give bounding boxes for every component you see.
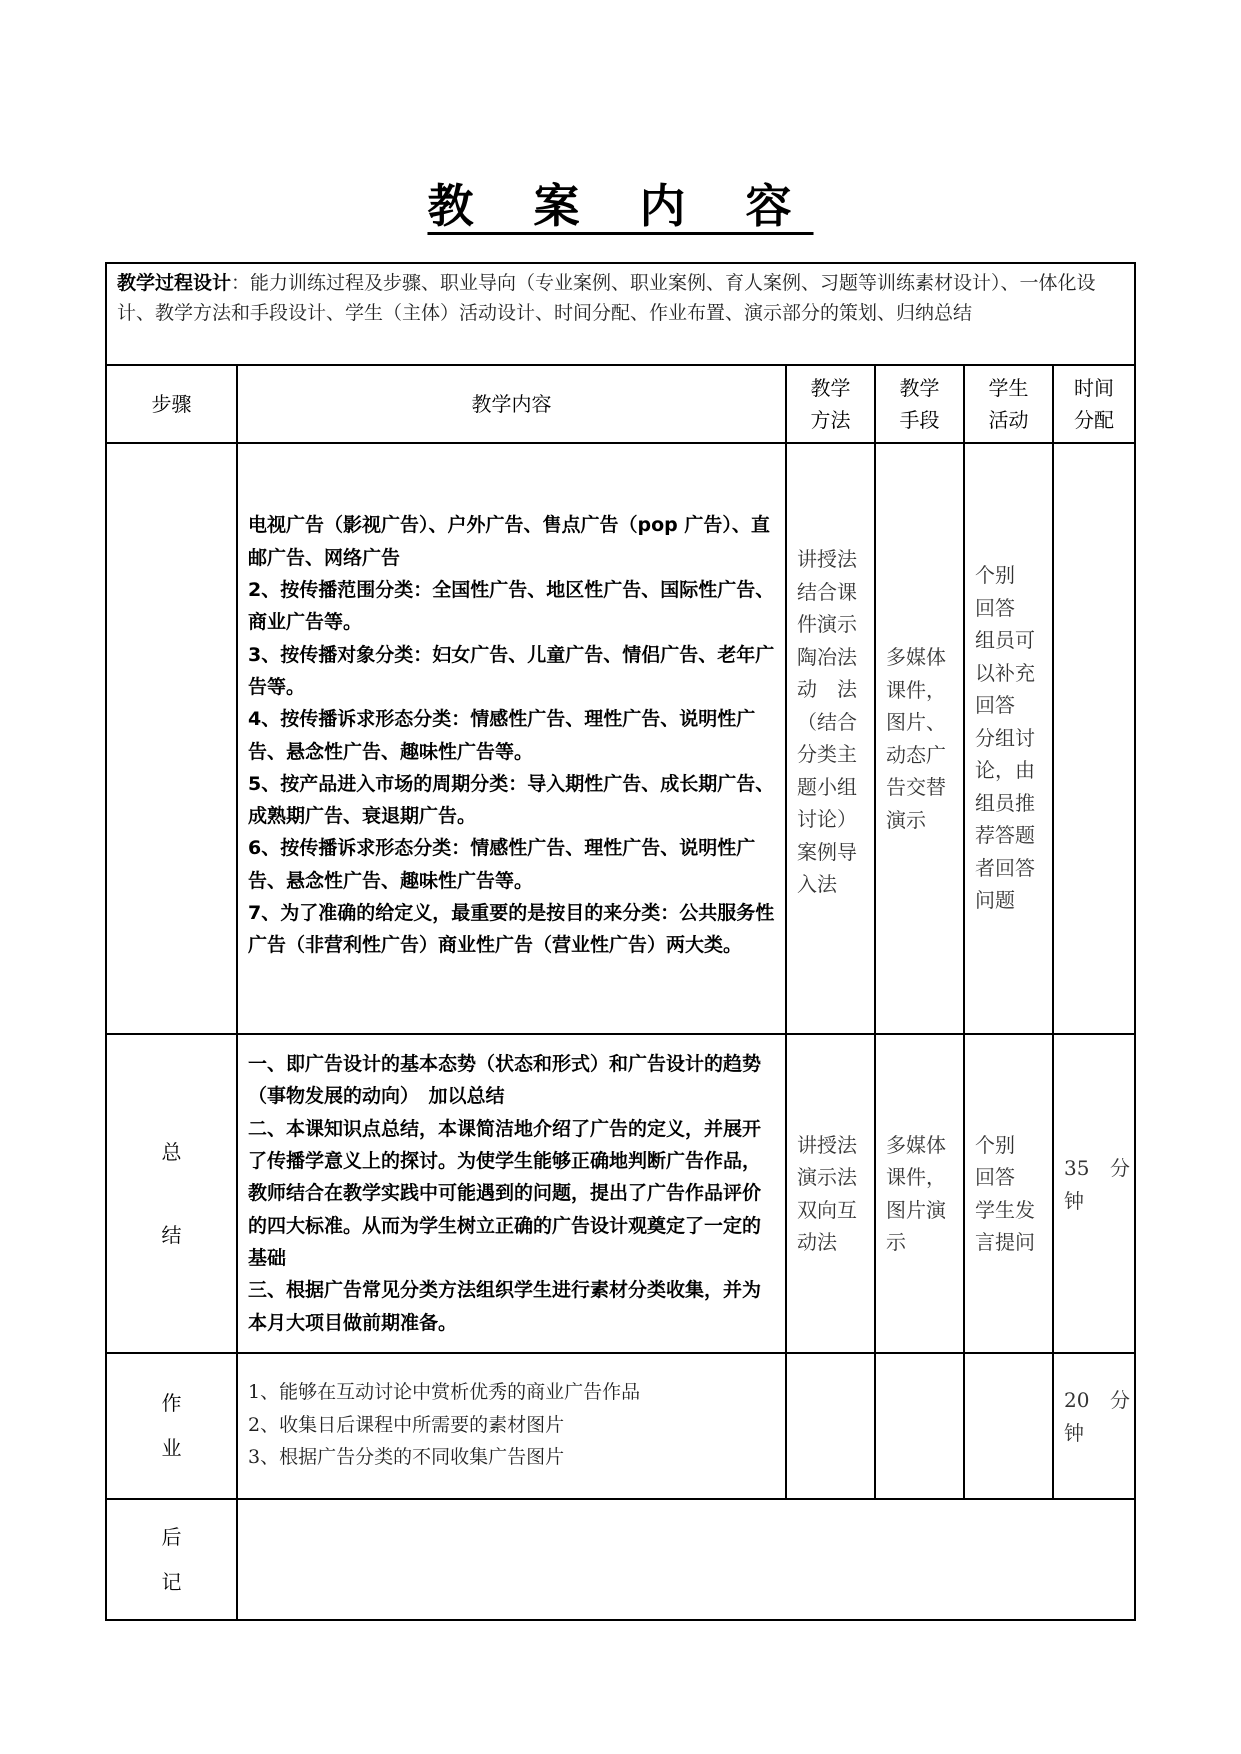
postscript-content-cell — [237, 1499, 1135, 1620]
method-cell — [786, 1353, 875, 1499]
time-cell — [1053, 443, 1135, 1034]
activity-cell: 个别 回答 学生发 言提问 — [964, 1034, 1053, 1353]
table-row-postscript — [106, 1499, 1135, 1620]
header-method: 教学 方法 — [786, 365, 875, 443]
header-time: 时间 分配 — [1053, 365, 1135, 443]
step-cell-summary: 总 结 — [106, 1034, 237, 1353]
means-cell: 多媒体 课件， 图片、 动态广 告交替 演示 — [875, 443, 964, 1034]
content-cell: 一、即广告设计的基本态势（状态和形式）和广告设计的趋势（事物发展的动向） 加以总结 二、本课知识点总结，本课简洁地介绍了广告的定义，并展开了传播学意义上的探讨。为使学生能够正确地判断广告作品，教师结合在教学实践中可能遇到的问题，提出了广告作品评价的四大标准。从而为学生树立正确的广告设计观奠定了一定的基础 三、根据广告常见分类方法组织学生进行素材分类收集，并为本月大项目做前期准备。 — [237, 1034, 786, 1353]
method-cell: 讲授法 结合课 件演示 陶冶法 动 法 （结合 分类主 题小组 讨论） 案例导 入法 — [786, 443, 875, 1034]
content-cell: 1、能够在互动讨论中赏析优秀的商业广告作品 2、收集日后课程中所需要的素材图片 3、根据广告分类的不同收集广告图片 — [237, 1353, 786, 1499]
time-cell: 35 分 钟 — [1053, 1034, 1135, 1353]
method-cell: 讲授法 演示法 双向互 动法 — [786, 1034, 875, 1353]
teaching-process-intro — [106, 263, 1135, 365]
intro-label: 教学过程设计 — [117, 272, 232, 294]
means-cell: 多媒体 课件， 图片演 示 — [875, 1034, 964, 1353]
time-cell: 20 分 钟 — [1053, 1353, 1135, 1499]
header-content: 教学内容 — [237, 365, 786, 443]
page-title: 教 案 内 容 — [427, 179, 814, 233]
header-means: 教学 手段 — [875, 365, 964, 443]
step-cell-homework: 作 业 — [106, 1353, 237, 1499]
activity-cell — [964, 1353, 1053, 1499]
table-row-classification — [106, 443, 1135, 1034]
table-header-row — [106, 365, 1135, 443]
table-row-summary — [106, 1034, 1135, 1353]
step-cell-postscript: 后 记 — [106, 1499, 237, 1620]
table-row-homework — [106, 1353, 1135, 1499]
header-step: 步骤 — [106, 365, 237, 443]
activity-cell: 个别 回答 组员可 以补充 回答 分组讨 论，由 组员推 荐答题 者回答 问题 — [964, 443, 1053, 1034]
lesson-plan-table — [105, 262, 1136, 1621]
step-cell — [106, 443, 237, 1034]
intro-text: ：能力训练过程及步骤、职业导向（专业案例、职业案例、育人案例、习题等训练素材设计）、一体化设计、教学方法和手段设计、学生（主体）活动设计、时间分配、作业布置、演示部分的策划、归纳总结 — [117, 272, 1096, 324]
content-cell: 电视广告（影视广告）、户外广告、售点广告（pop 广告）、直邮广告、网络广告 2、按传播范围分类：全国性广告、地区性广告、国际性广告、商业广告等。 3、按传播对象分类：妇女广告、儿童广告、情侣广告、老年广告等。 4、按传播诉求形态分类：情感性广告、理性广告、说明性广告、悬念性广告、趣味性广告等。 5、按产品进入市场的周期分类：导入期性广告、成长期广告、成熟期广告、衰退期广告。 6、按传播诉求形态分类：情感性广告、理性广告、说明性广告、悬念性广告、趣味性广告等。 7、为了准确的给定义，最重要的是按目的来分类：公共服务性广告（非营利性广告）商业性广告（营业性广告）两大类。 — [237, 443, 786, 1034]
means-cell — [875, 1353, 964, 1499]
header-activity: 学生 活动 — [964, 365, 1053, 443]
